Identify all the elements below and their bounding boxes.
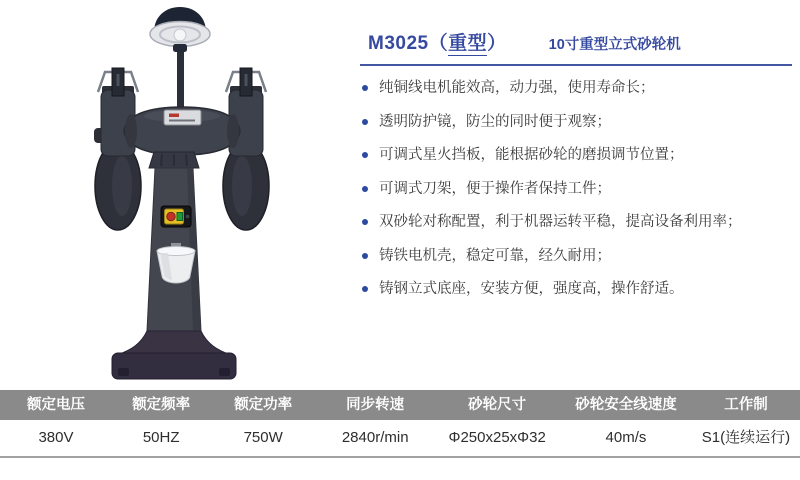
spec-value-voltage: 380V bbox=[38, 429, 74, 446]
spec-header-duty: 工作制 bbox=[724, 397, 768, 413]
page-title bbox=[368, 28, 507, 55]
motor-nameplate bbox=[164, 110, 201, 125]
spec-header-speed: 同步转速 bbox=[346, 397, 405, 413]
spec-header-frequency: 额定频率 bbox=[132, 397, 191, 413]
feature-text: 铸铁电机壳，稳定可靠，经久耐用； bbox=[379, 247, 611, 264]
feature-item bbox=[360, 212, 796, 232]
bullet-dot-icon bbox=[362, 219, 368, 225]
bullet-dot-icon bbox=[362, 119, 368, 125]
feature-item bbox=[360, 279, 796, 299]
spec-value-wheel-size: Φ250x25xΦ32 bbox=[448, 429, 546, 446]
product-photo-grinder bbox=[2, 0, 342, 390]
feature-item bbox=[360, 179, 796, 199]
feature-text: 透明防护镜，防尘的同时便于观察； bbox=[379, 113, 611, 130]
spec-value-line-speed: 40m/s bbox=[605, 429, 647, 446]
feature-item bbox=[360, 112, 796, 132]
title-variant: 重型 bbox=[448, 33, 488, 54]
spec-header-voltage: 额定电压 bbox=[27, 397, 85, 413]
spec-table-value-row bbox=[0, 420, 800, 458]
spec-header-power: 额定功率 bbox=[234, 397, 293, 413]
feature-item bbox=[360, 246, 796, 266]
spec-value-power: 750W bbox=[243, 429, 283, 446]
spec-value-frequency: 50HZ bbox=[142, 429, 180, 446]
bullet-dot-icon bbox=[362, 186, 368, 192]
feature-item bbox=[360, 78, 796, 98]
bullet-dot-icon bbox=[362, 85, 368, 91]
feature-item bbox=[360, 145, 796, 165]
page-subtitle: 10寸重型立式砂轮机 bbox=[548, 37, 681, 53]
spec-value-duty: S1(连续运行) bbox=[701, 429, 791, 446]
feature-text: 可调式星火挡板，能根据砂轮的磨损调节位置； bbox=[379, 147, 684, 163]
feature-text: 可调式刀架，便于操作者保持工件； bbox=[379, 180, 611, 197]
bullet-dot-icon bbox=[362, 253, 368, 259]
spec-header-line-speed: 砂轮安全线速度 bbox=[575, 397, 677, 413]
feature-text: 纯铜线电机能效高，动力强，使用寿命长； bbox=[379, 80, 655, 96]
work-lamp-icon bbox=[150, 7, 210, 52]
bullet-dot-icon bbox=[362, 152, 368, 158]
feature-text: 铸钢立式底座，安装方便，强度高，操作舒适。 bbox=[379, 281, 684, 297]
feature-text: 双砂轮对称配置，利于机器运转平稳，提高设备利用率； bbox=[379, 214, 742, 230]
title-block bbox=[360, 28, 792, 66]
spec-value-speed: 2840r/min bbox=[341, 429, 409, 446]
pedestal-base bbox=[112, 331, 236, 379]
water-cup bbox=[157, 243, 195, 283]
spec-table bbox=[0, 390, 800, 458]
power-switch bbox=[161, 206, 191, 227]
spec-table-header-row bbox=[0, 390, 800, 420]
bullet-dot-icon bbox=[362, 286, 368, 292]
spec-header-wheel-size: 砂轮尺寸 bbox=[468, 397, 527, 413]
lamp-stem bbox=[177, 46, 184, 112]
feature-list bbox=[360, 78, 796, 313]
title-model: M3025（ bbox=[368, 33, 449, 54]
motor-mount-bracket bbox=[149, 147, 199, 168]
title-paren-close: ） bbox=[487, 33, 507, 54]
